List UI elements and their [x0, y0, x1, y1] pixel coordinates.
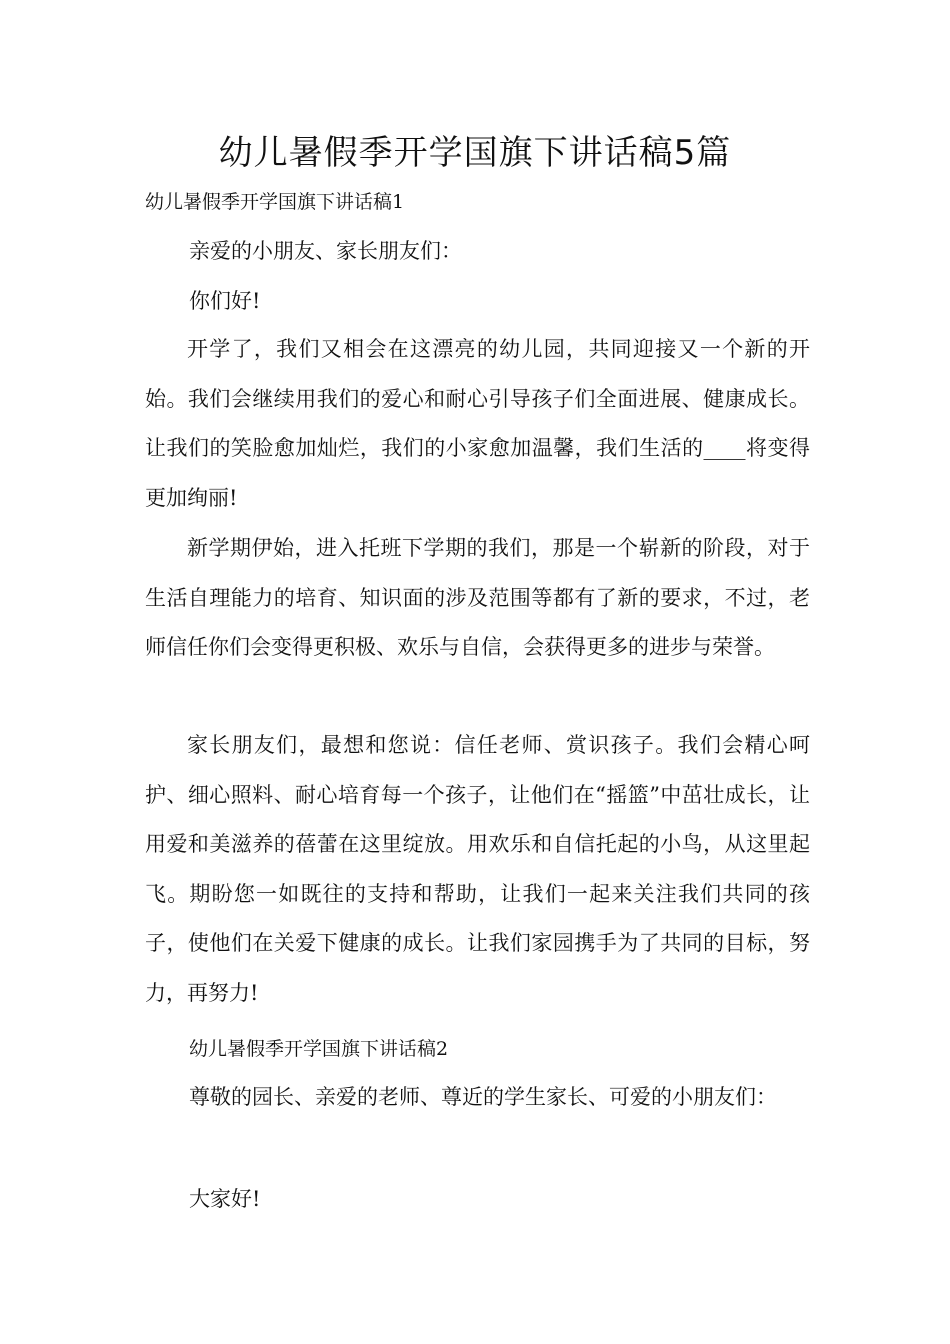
speech1-greeting: 你们好!: [189, 289, 261, 313]
speech1-paragraph-1: 开学了，我们又相会在这漂亮的幼儿园，共同迎接又一个新的开始。我们会继续用我们的爱心和耐心引导孩子们全面进展、健康成长。让我们的笑脸愈加灿烂，我们的小家愈加温馨，我们生活的____将变得更加绚丽!: [145, 337, 810, 510]
speech2-heading: 幼儿暑假季开学国旗下讲话稿2: [189, 1038, 449, 1060]
document-title: 幼儿暑假季开学国旗下讲话稿5篇: [218, 133, 732, 173]
speech1-paragraph-2: 新学期伊始，进入托班下学期的我们，那是一个崭新的阶段，对于生活自理能力的培育、知识面的涉及范围等都有了新的要求，不过，老师信任你们会变得更积极、欢乐与自信，会获得更多的进步与荣誉。: [145, 536, 810, 659]
speech1-salutation: 亲爱的小朋友、家长朋友们：: [189, 239, 462, 263]
speech2-salutation: 尊敬的园长、亲爱的老师、尊近的学生家长、可爱的小朋友们：: [189, 1085, 777, 1109]
speech2-greeting: 大家好!: [189, 1187, 261, 1211]
speech1-heading: 幼儿暑假季开学国旗下讲话稿1: [145, 191, 405, 213]
speech1-paragraph-3: 家长朋友们，最想和您说：信任老师、赏识孩子。我们会精心呵护、细心照料、耐心培育每一个孩子，让他们在“摇篮”中茁壮成长，让用爱和美滋养的蓓蕾在这里绽放。用欢乐和自信托起的小鸟，从这里起飞。期盼您一如既往的支持和帮助，让我们一起来关注我们共同的孩子，使他们在关爱下健康的成长。让我们家园携手为了共同的目标，努力，再努力!: [145, 733, 810, 1005]
